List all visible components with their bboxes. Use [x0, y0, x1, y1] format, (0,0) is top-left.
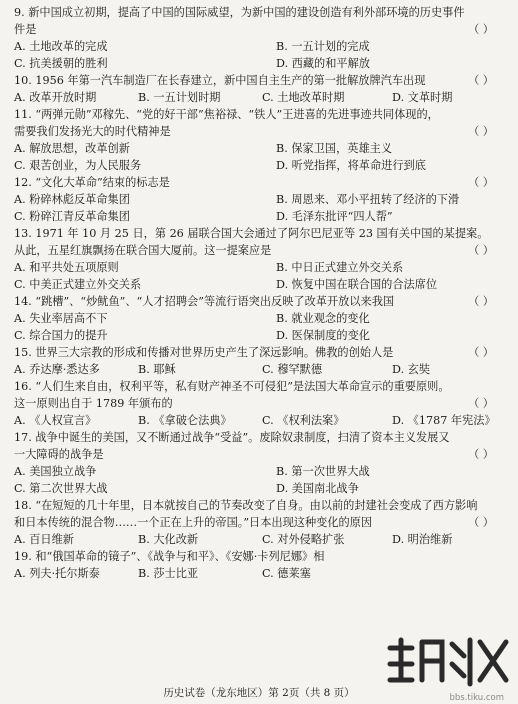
stem-text: 14. “跳槽”、“炒鱿鱼”、“人才招聘会”等流行语突出反映了改革开放以来我国 [14, 295, 395, 308]
question-stem-line [14, 106, 502, 123]
answer-bracket: （ ） [468, 244, 494, 257]
question-stem-line [14, 497, 502, 514]
option-b: B. 莎士比亚 [138, 567, 199, 580]
question-stem-line [14, 174, 502, 191]
answer-bracket: （ ） [468, 74, 494, 87]
question-18 [14, 497, 502, 548]
stem-text: 11. “两弹元勋”邓稼先、“党的好干部”焦裕禄、“铁人”王进喜的先进事迹共同体现的， [14, 108, 439, 121]
option-list [14, 89, 502, 106]
stem-text: 19. 和“俄国革命的镜子”、《战争与和平》、《安娜·卡列尼娜》相 [14, 550, 325, 563]
stem-text: 件是 [14, 23, 37, 36]
option-list [14, 310, 502, 344]
question-stem-line [14, 123, 502, 140]
page-footer: 历史试卷（龙东地区）第 2页（共 8 页） [163, 687, 355, 699]
option-list [14, 361, 502, 378]
option-d: D. 美国南北战争 [276, 482, 359, 495]
option-d: D. 《1787 年宪法》 [392, 414, 496, 427]
option-a: A. 和平共处五项原则 [14, 261, 119, 274]
option-a: A. 列夫·托尔斯泰 [14, 567, 100, 580]
option-c: C. 对外侵略扩张 [262, 533, 345, 546]
stem-text: 这一原则出自于 1789 年颁布的 [14, 397, 173, 410]
option-list [14, 531, 502, 548]
site-logo-watermark-icon [382, 634, 510, 690]
answer-bracket: （ ） [468, 448, 494, 461]
option-a: A. 乔达摩·悉达多 [14, 363, 100, 376]
option-b: B. 保家卫国，英雄主义 [276, 142, 393, 155]
question-stem-line [14, 429, 502, 446]
stem-text: 和日本传统的混合物……一个正在上升的帝国。”日本出现这种变化的原因 [14, 516, 373, 529]
option-a: A. 美国独立战争 [14, 465, 97, 478]
option-d: D. 医保制度的变化 [276, 329, 370, 342]
option-d: D. 恢复中国在联合国的合法席位 [276, 278, 438, 291]
question-stem-line [14, 242, 502, 259]
stem-text: 13. 1971 年 10 月 25 日，第 26 届联合国大会通过了阿尔巴尼亚等 23 国有关中国的某提案。 [14, 227, 489, 240]
answer-bracket: （ ） [468, 295, 494, 308]
option-list [14, 259, 502, 293]
answer-bracket: （ ） [468, 23, 494, 36]
option-d: D. 明治维新 [392, 533, 453, 546]
option-d: D. 玄奘 [392, 363, 431, 376]
option-c: C. 艰苦创业，为人民服务 [14, 159, 142, 172]
option-c: C. 第二次世界大战 [14, 482, 108, 495]
answer-bracket: （ ） [468, 176, 494, 189]
option-c: C. 穆罕默德 [262, 363, 323, 376]
option-d: D. 西藏的和平解放 [276, 57, 370, 70]
question-stem-line [14, 446, 502, 463]
option-list [14, 412, 502, 429]
stem-text: 需要我们发扬光大的时代精神是 [14, 125, 171, 138]
option-list [14, 140, 502, 174]
question-stem-line [14, 395, 502, 412]
stem-text: 10. 1956 年第一汽车制造厂在长春建立，新中国自主生产的第一批解放牌汽车出现 [14, 74, 426, 87]
option-b: B. 《拿破仑法典》 [138, 414, 232, 427]
question-stem-line [14, 378, 502, 395]
option-a: A. 百日维新 [14, 533, 74, 546]
option-b: B. 第一次世界大战 [276, 465, 370, 478]
option-c: C. 粉碎江青反革命集团 [14, 210, 130, 223]
question-stem-line [14, 72, 502, 89]
stem-text: 9. 新中国成立初期，提高了中国的国际威望，为新中国的建设创造有利外部环境的历史事件 [14, 6, 465, 19]
question-stem-line [14, 4, 502, 21]
option-b: B. 周恩来、邓小平扭转了经济的下滑 [276, 193, 460, 206]
option-b: B. 就业观念的变化 [276, 312, 370, 325]
option-b: B. 中日正式建立外交关系 [276, 261, 404, 274]
question-9 [14, 4, 502, 72]
question-stem-line [14, 225, 502, 242]
option-c: C. 综合国力的提升 [14, 329, 108, 342]
option-c: C. 德莱塞 [262, 567, 311, 580]
option-a: A. 改革开放时期 [14, 91, 97, 104]
option-d: D. 毛泽东批评“四人帮” [276, 210, 393, 223]
stem-text: 12. “文化大革命”结束的标志是 [14, 176, 170, 189]
option-b: B. 一五计划的完成 [276, 40, 370, 53]
stem-text: 从此，五星红旗飘扬在联合国大厦前。这一提案应是 [14, 244, 272, 257]
option-list [14, 463, 502, 497]
option-list [14, 38, 502, 72]
option-d: D. 听党指挥，将革命进行到底 [276, 159, 426, 172]
option-a: A. 土地改革的完成 [14, 40, 108, 53]
option-c: C. 抗美援朝的胜利 [14, 57, 108, 70]
option-c: C. 《权利法案》 [262, 414, 345, 427]
option-c: C. 土地改革时期 [262, 91, 345, 104]
question-16 [14, 378, 502, 429]
option-a: A. 失业率居高不下 [14, 312, 108, 325]
question-10 [14, 72, 502, 106]
answer-bracket: （ ） [468, 516, 494, 529]
question-stem-line [14, 344, 502, 361]
option-b: B. 大化改新 [138, 533, 199, 546]
answer-bracket: （ ） [468, 346, 494, 359]
stem-text: 一大障碍的战争是 [14, 448, 104, 461]
stem-text: 15. 世界三大宗教的形成和传播对世界历史产生了深远影响。佛教的创始人是 [14, 346, 394, 359]
option-list [14, 191, 502, 225]
option-d: D. 文革时期 [392, 91, 453, 104]
option-a: A. 解放思想，改革创新 [14, 142, 130, 155]
question-12 [14, 174, 502, 225]
option-a: A. 粉碎林彪反革命集团 [14, 193, 130, 206]
question-13 [14, 225, 502, 293]
question-stem-line [14, 548, 502, 565]
question-list [14, 4, 502, 582]
option-b: B. 耶稣 [138, 363, 176, 376]
question-stem-line [14, 293, 502, 310]
option-d [392, 565, 502, 582]
stem-text: 17. 战争中诞生的美国，又不断通过战争“受益”。废除奴隶制度，扫清了资本主义发展又 [14, 431, 450, 444]
question-15 [14, 344, 502, 378]
question-stem-line [14, 514, 502, 531]
answer-bracket: （ ） [468, 397, 494, 410]
question-stem-line [14, 21, 502, 38]
option-list [14, 565, 502, 582]
option-a: A. 《人权宣言》 [14, 414, 97, 427]
stem-text: 16. “人们生来自由，权利平等，私有财产神圣不可侵犯”是法国大革命宣示的重要原则。 [14, 380, 450, 393]
question-19 [14, 548, 502, 582]
option-b: B. 一五计划时期 [138, 91, 221, 104]
answer-bracket: （ ） [468, 125, 494, 138]
question-14 [14, 293, 502, 344]
question-17 [14, 429, 502, 497]
option-c: C. 中美正式建立外交关系 [14, 278, 142, 291]
stem-text: 18. “在短短的几十年里，日本就按自己的节奏改变了自身。由以前的封建社会变成了西方影响 [14, 499, 478, 512]
question-11 [14, 106, 502, 174]
watermark-site-text: bbs.tiku.com [449, 693, 504, 703]
